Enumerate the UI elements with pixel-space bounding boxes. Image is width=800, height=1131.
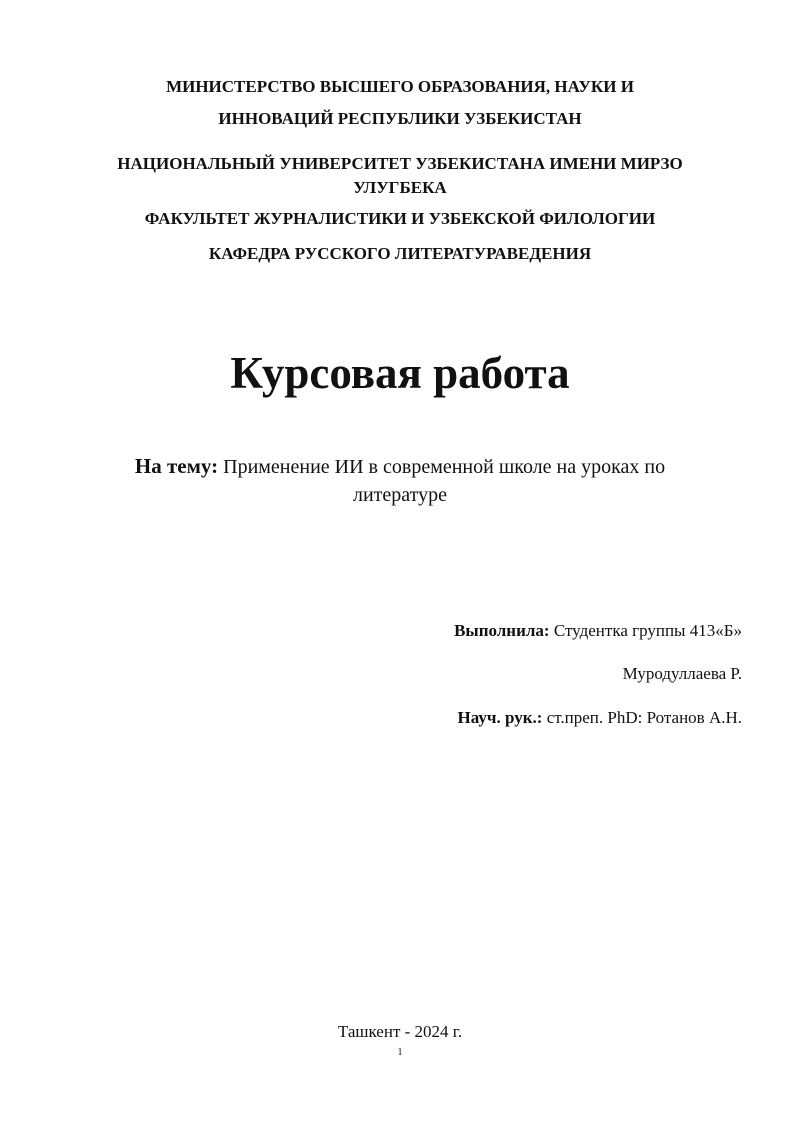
supervisor-text: ст.преп. PhD: Ротанов А.Н. bbox=[546, 708, 742, 727]
topic-text: Применение ИИ в современной школе на уроках по литературе bbox=[223, 456, 666, 506]
city-year: Ташкент - 2024 г. bbox=[337, 1022, 463, 1041]
author-group: Студентка группы 413«Б» bbox=[553, 621, 742, 640]
author-line bbox=[454, 620, 742, 642]
ministry-line-1: МИНИСТЕРСТВО ВЫСШЕГО ОБРАЗОВАНИЯ, НАУКИ И bbox=[166, 77, 634, 96]
ministry-line-2: ИННОВАЦИЙ РЕСПУБЛИКИ УЗБЕКИСТАН bbox=[218, 109, 582, 128]
page-number: 1 bbox=[397, 1047, 403, 1055]
topic-label: На тему: bbox=[134, 454, 219, 478]
supervisor-line bbox=[458, 707, 742, 729]
supervisor-label: Науч. рук.: bbox=[457, 708, 543, 727]
faculty-name: ФАКУЛЬТЕТ ЖУРНАЛИСТИКИ И УЗБЕКСКОЙ ФИЛОЛОГИИ bbox=[144, 209, 656, 228]
department-name: КАФЕДРА РУССКОГО ЛИТЕРАТУРАВЕДЕНИЯ bbox=[208, 244, 592, 263]
author-label: Выполнила: bbox=[454, 621, 550, 640]
author-name: Муродуллаева Р. bbox=[622, 664, 742, 683]
document-title: Курсовая работа bbox=[230, 348, 570, 398]
university-name: НАЦИОНАЛЬНЫЙ УНИВЕРСИТЕТ УЗБЕКИСТАНА ИМЕНИ МИРЗО УЛУГБЕКА bbox=[117, 154, 683, 197]
topic-block bbox=[120, 452, 680, 509]
